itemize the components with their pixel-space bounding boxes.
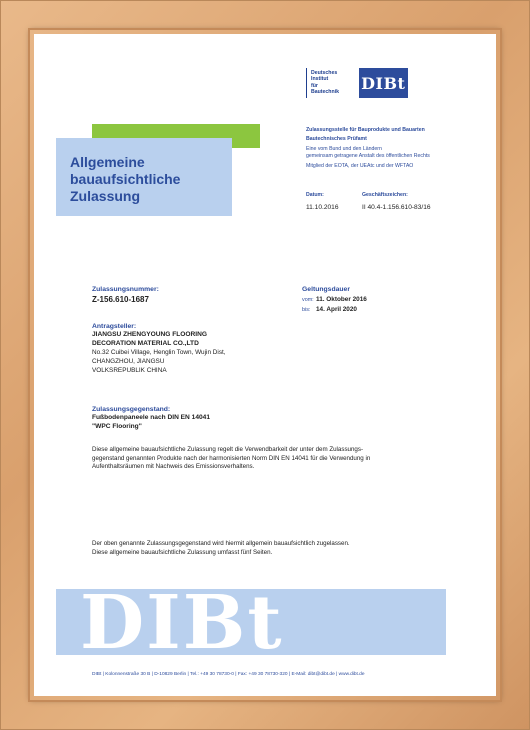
reference-label: Geschäftszeichen: xyxy=(362,192,408,198)
issuer-info xyxy=(306,126,486,170)
subject-block xyxy=(92,406,332,431)
dibt-logo xyxy=(306,68,408,98)
validity-from: vom: 11. Oktober 2016 xyxy=(302,296,367,303)
reference-value: II 40.4-1.156.610-83/16 xyxy=(362,204,431,211)
applicant-address-line2: CHANGZHOU, JIANGSU xyxy=(92,358,165,365)
validity-block xyxy=(302,286,482,315)
applicant-address-line1: No.32 Cuibei Village, Henglin Town, Wujin Dist, xyxy=(92,349,226,356)
approval-number-value: Z-156.610-1687 xyxy=(92,295,149,304)
footer-banner xyxy=(56,589,446,655)
issuer-description: Eine vom Bund und den Ländern gemeinsam getragene Anstalt des öffentlichen Rechts Mitglied der EOTA, der UEAtc und der WFTAO xyxy=(306,146,430,170)
approval-number-label: Zulassungsnummer: xyxy=(92,286,159,293)
validity-label: Geltungsdauer xyxy=(302,286,350,293)
applicant-name-line2: DECORATION MATERIAL CO.,LTD xyxy=(92,340,199,347)
applicant-name-line1: JIANGSU ZHENGYOUNG FLOORING xyxy=(92,331,208,338)
datum-value: 11.10.2016 xyxy=(306,204,339,211)
applicant-block xyxy=(92,323,332,375)
footer-logo-mark: DIBt xyxy=(80,589,284,655)
applicant-address-line3: VOLKSREPUBLIK CHINA xyxy=(92,367,167,374)
approval-number-block xyxy=(92,286,159,304)
datum-label: Datum: xyxy=(306,192,324,198)
scope-paragraph: Diese allgemeine bauaufsichtliche Zulassung regelt die Verwendbarkeit der unter dem Zulassungs- gegenstand genannten Produkte nach der harmonisierten Norm DIN EN 14041 für die Verwendung in Aufenthaltsräumen mit Nachweis des Emissionsverhaltens. xyxy=(92,446,371,471)
issuer-heading: Zulassungsstelle für Bauprodukte und Bauarten xyxy=(306,127,425,133)
document-title: Allgemeine bauaufsichtliche Zulassung xyxy=(70,154,181,204)
issuer-subheading: Bautechnisches Prüfamt xyxy=(306,136,367,142)
subject-label: Zulassungsgegenstand: xyxy=(92,406,171,413)
subject-line1: Fußbodenpaneele nach DIN EN 14041 xyxy=(92,414,210,421)
footer-address: DIBt | Kolonnenstraße 30 B | D-10829 Berlin | Tel.: +49 30 78730-0 | Fax: +49 30 78730-320 | E-Mail: dibt@dibt.de | www.dibt.de xyxy=(92,672,365,677)
approval-statement: Der oben genannte Zulassungsgegenstand wird hiermit allgemein bauaufsichtlich zugelassen. Diese allgemeine bauaufsichtliche Zulassung umfasst fünf Seiten. xyxy=(92,540,350,556)
certificate-page xyxy=(34,34,496,696)
logo-institute-name: Deutsches Institut für Bautechnik xyxy=(311,70,339,96)
subject-line2: "WPC Flooring" xyxy=(92,423,142,430)
applicant-label: Antragsteller: xyxy=(92,323,137,330)
logo-mark: DIBt xyxy=(359,68,408,98)
validity-to: bis: 14. April 2020 xyxy=(302,306,357,313)
